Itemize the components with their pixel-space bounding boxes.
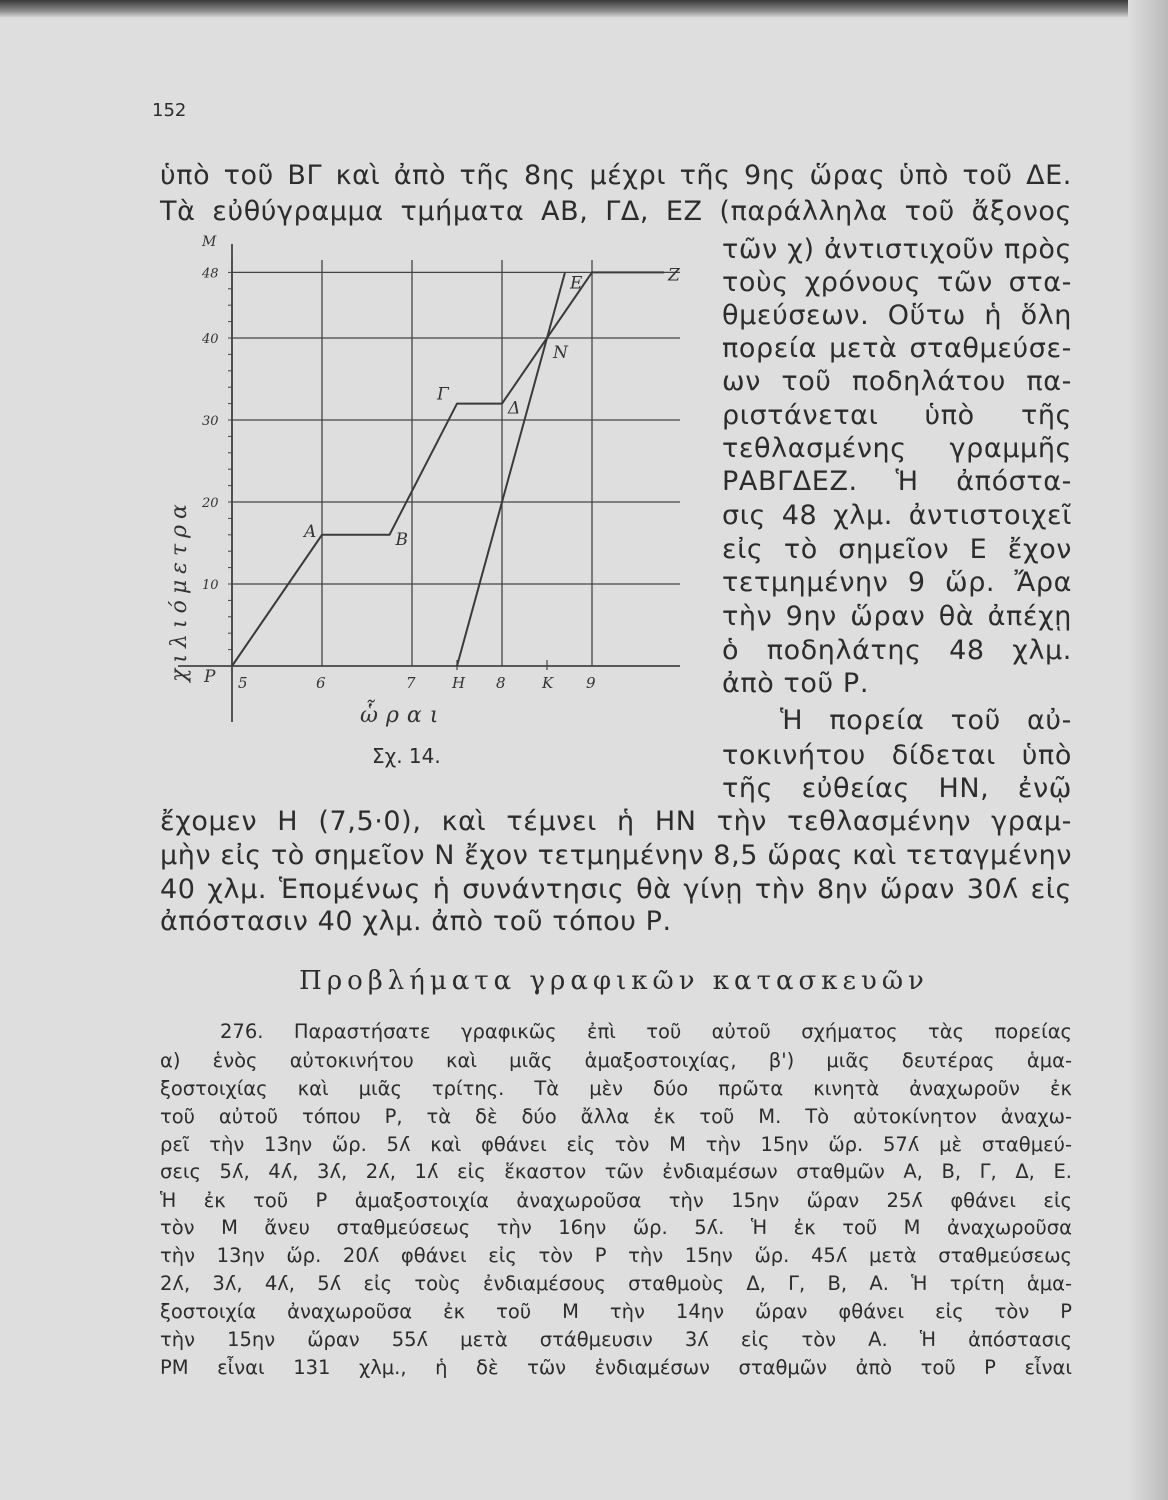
column-line: ἀπὸ τοῦ Ρ. xyxy=(722,668,869,699)
scan-top-edge xyxy=(0,0,1168,18)
column-line: πορεία μετὰ σταθμεύσε- xyxy=(722,333,1072,364)
column-line: ΡΑΒΓΔΕΖ. Ἡ ἀπόστα- xyxy=(722,466,1072,497)
text-line: μὴν εἰς τὸ σημεῖον Ν ἔχον τετμημένην 8,5 ὥρας καὶ τεταγμένην xyxy=(160,840,1072,871)
problem-line: σεις 5ʎ, 4ʎ, 3ʎ, 2ʎ, 1ʎ εἰς ἕκαστον τῶν ἐνδιαμέσων σταθμῶν Α, Β, Γ, Δ, Ε. xyxy=(160,1160,1072,1183)
problem-line: α) ἑνὸς αὐτοκινήτου καὶ μιᾶς ἁμαξοστοιχίας, β') μιᾶς δευτέρας ἁμα- xyxy=(160,1049,1072,1072)
text-line: ἀπόστασιν 40 χλμ. ἀπὸ τοῦ τόπου Ρ. xyxy=(160,906,672,937)
column-line: θμεύσεων. Οὕτω ἡ ὅλη xyxy=(722,300,1072,331)
x-marked-label: Κ xyxy=(542,674,554,692)
scan-right-edge xyxy=(1128,0,1168,1500)
distance-time-figure xyxy=(160,230,700,740)
chart-series xyxy=(232,272,664,666)
x-tick-label: 6 xyxy=(316,674,326,692)
series-line-car xyxy=(457,272,565,666)
problem-line: ξοστοιχία ἀναχωροῦσα ἐκ τοῦ Μ τὴν 14ην ὥραν φθάνει εἰς τὸν Ρ xyxy=(160,1300,1072,1323)
y-tick-label: 30 xyxy=(202,414,219,429)
problem-line: τὴν 15ην ὥραν 55ʎ μετὰ στάθμευσιν 3ʎ εἰς τὸν Α. Ἡ ἀπόστασις xyxy=(160,1328,1072,1351)
point-label: Ζ xyxy=(668,265,680,286)
point-label: Ε xyxy=(570,273,583,294)
x-tick-label: 8 xyxy=(496,674,506,692)
figure-caption: Σχ. 14. xyxy=(372,744,441,768)
column-line: τετμημένην 9 ὥρ. Ἄρα xyxy=(722,567,1072,598)
y-tick-label: 40 xyxy=(202,332,219,347)
column-line: ριστάνεται ὑπὸ τῆς xyxy=(722,400,1072,431)
point-label: Δ xyxy=(508,398,521,419)
section-heading: Προβλήματα γραφικῶν κατασκευῶν xyxy=(299,966,929,996)
x-marked-label: Η xyxy=(452,674,466,692)
text-line: Τὰ εὐθύγραμμα τμήματα ΑΒ, ΓΔ, ΕΖ (παράλληλα τοῦ ἄξονος xyxy=(160,196,1072,227)
x-tick-label: 9 xyxy=(586,674,596,692)
series-line-cyclist xyxy=(232,272,664,666)
text-line: 40 χλμ. Ἑπομένως ἡ συνάντησις θὰ γίνῃ τὴν 8ην ὥραν 30ʎ εἰς xyxy=(160,874,1072,905)
problem-line: τοῦ αὐτοῦ τόπου Ρ, τὰ δὲ δύο ἄλλα ἐκ τοῦ Μ. Τὸ αὐτοκίνητον ἀναχω- xyxy=(160,1105,1072,1128)
column-line: ων τοῦ ποδηλάτου πα- xyxy=(722,366,1072,397)
chart-grid xyxy=(228,260,680,670)
y-tick-label: 10 xyxy=(202,578,219,593)
x-tick-label: 5 xyxy=(238,674,248,692)
chart-labels xyxy=(201,265,681,692)
y-axis-letter: Μ xyxy=(202,234,217,250)
x-tick-label: 7 xyxy=(406,674,416,692)
column-line: τῆς εὐθείας ΗΝ, ἐνῷ xyxy=(722,773,1072,804)
y-axis-title: χιλιόμετρα xyxy=(167,498,192,682)
page-number: 152 xyxy=(152,100,187,121)
problem-line: 276. Παραστήσατε γραφικῶς ἐπὶ τοῦ αὐτοῦ σχήματος τὰς πορείας xyxy=(220,1020,1072,1043)
problem-line: ρεῖ τὴν 13ην ὥρ. 5ʎ καὶ φθάνει εἰς τὸν Μ τὴν 15ην ὥρ. 57ʎ μὲ σταθμεύ- xyxy=(160,1133,1072,1156)
point-label: Α xyxy=(304,521,317,542)
text-line: ὑπὸ τοῦ ΒΓ καὶ ἀπὸ τῆς 8ης μέχρι τῆς 9ης ὥρας ὑπὸ τοῦ ΔΕ. xyxy=(160,160,1072,191)
problem-line: ΡΜ εἶναι 131 χλμ., ἡ δὲ τῶν ἐνδιαμέσων σταθμῶν ἀπὸ τοῦ Ρ εἶναι xyxy=(160,1356,1072,1379)
column-line: τοκινήτου δίδεται ὑπὸ xyxy=(722,740,1072,771)
y-tick-label: 48 xyxy=(202,266,219,282)
column-line: τοὺς χρόνους τῶν στα- xyxy=(722,267,1072,298)
y-tick-label: 20 xyxy=(202,496,219,511)
problem-line: τὸν Μ ἄνευ σταθμεύσεως τὴν 16ην ὥρ. 5ʎ. Ἡ ἐκ τοῦ Μ ἀναχωροῦσα xyxy=(160,1216,1072,1239)
problem-line: ξοστοιχίας καὶ μιᾶς τρίτης. Τὰ μὲν δύο πρῶτα κινητὰ ἀναχωροῦν ἐκ xyxy=(160,1077,1072,1100)
column-line: Ἡ πορεία τοῦ αὐ- xyxy=(780,705,1072,736)
column-line: σις 48 χλμ. ἀντιστοιχεῖ xyxy=(722,500,1072,531)
text-line: ἔχομεν Η (7,5·0), καὶ τέμνει ἡ ΗΝ τὴν τεθλασμένην γραμ- xyxy=(160,806,1072,837)
column-line: ὁ ποδηλάτης 48 χλμ. xyxy=(722,635,1072,666)
point-label: Β xyxy=(395,529,408,550)
column-line: τῶν χ) ἀντιστιχοῦν πρὸς xyxy=(722,234,1072,265)
chart-axes xyxy=(178,244,680,722)
problem-line: 2ʎ, 3ʎ, 4ʎ, 5ʎ εἰς τοὺς ἐνδιαμέσους σταθμοὺς Δ, Γ, Β, Α. Ἡ τρίτη ἁμα- xyxy=(160,1272,1072,1295)
point-label: Γ xyxy=(437,384,449,405)
column-line: εἰς τὸ σημεῖον Ε ἔχον xyxy=(722,534,1072,565)
point-label: Ν xyxy=(553,343,568,363)
x-axis-title: ὧραι xyxy=(360,703,447,728)
problem-line: τὴν 13ην ὥρ. 20ʎ φθάνει εἰς τὸν Ρ τὴν 15ην ὥρ. 45ʎ μετὰ σταθμεύσεως xyxy=(160,1244,1072,1267)
origin-label: Ρ xyxy=(204,667,216,687)
column-line: τεθλασμένης γραμμῆς xyxy=(722,433,1072,464)
column-line: τὴν 9ην ὥραν θὰ ἀπέχῃ xyxy=(722,601,1072,632)
problem-line: Ἡ ἐκ τοῦ Ρ ἁμαξοστοιχία ἀναχωροῦσα τὴν 15ην ὥραν 25ʎ φθάνει εἰς xyxy=(160,1189,1072,1212)
